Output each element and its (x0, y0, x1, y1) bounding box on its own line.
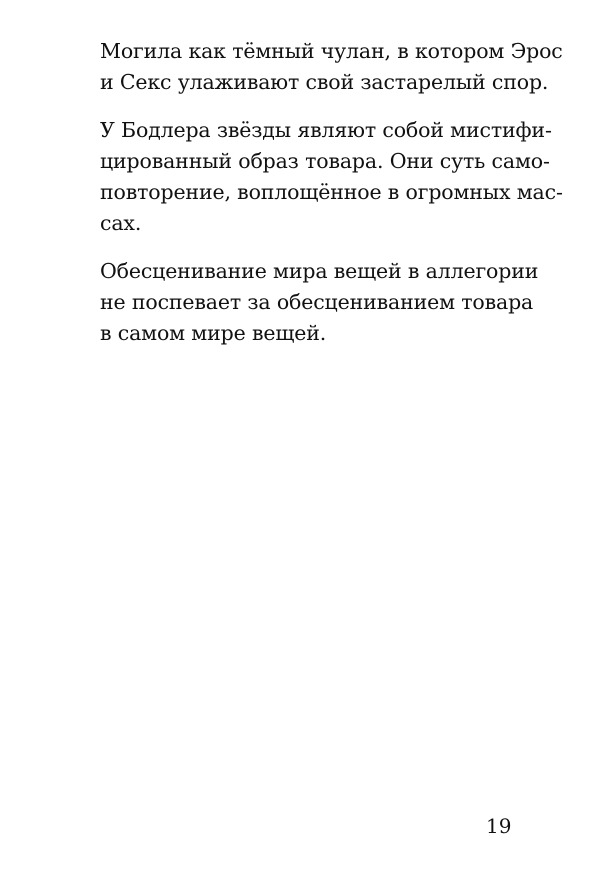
page-text (100, 36, 563, 366)
paragraph-1 (100, 36, 563, 98)
text-line: Обесценивание мира вещей в аллегории (100, 259, 539, 283)
text-line: и Секс улаживают свой застарелый спор. (100, 70, 549, 94)
text-line: сах. (100, 211, 142, 235)
text-line: не поспевает за обесцениванием товара (100, 290, 534, 314)
text-line: повторение, воплощённое в огромных мас- (100, 180, 563, 204)
text-line: в самом мире вещей. (100, 321, 327, 345)
paragraph-3 (100, 256, 539, 349)
page-number: 19 (486, 814, 512, 838)
paragraph-2 (100, 115, 563, 239)
text-line: Могила как тёмный чулан, в котором Эрос (100, 39, 563, 63)
text-line: У Бодлера звёзды являют собой мистифи- (100, 118, 552, 142)
text-line: цированный образ товара. Они суть само- (100, 149, 550, 173)
